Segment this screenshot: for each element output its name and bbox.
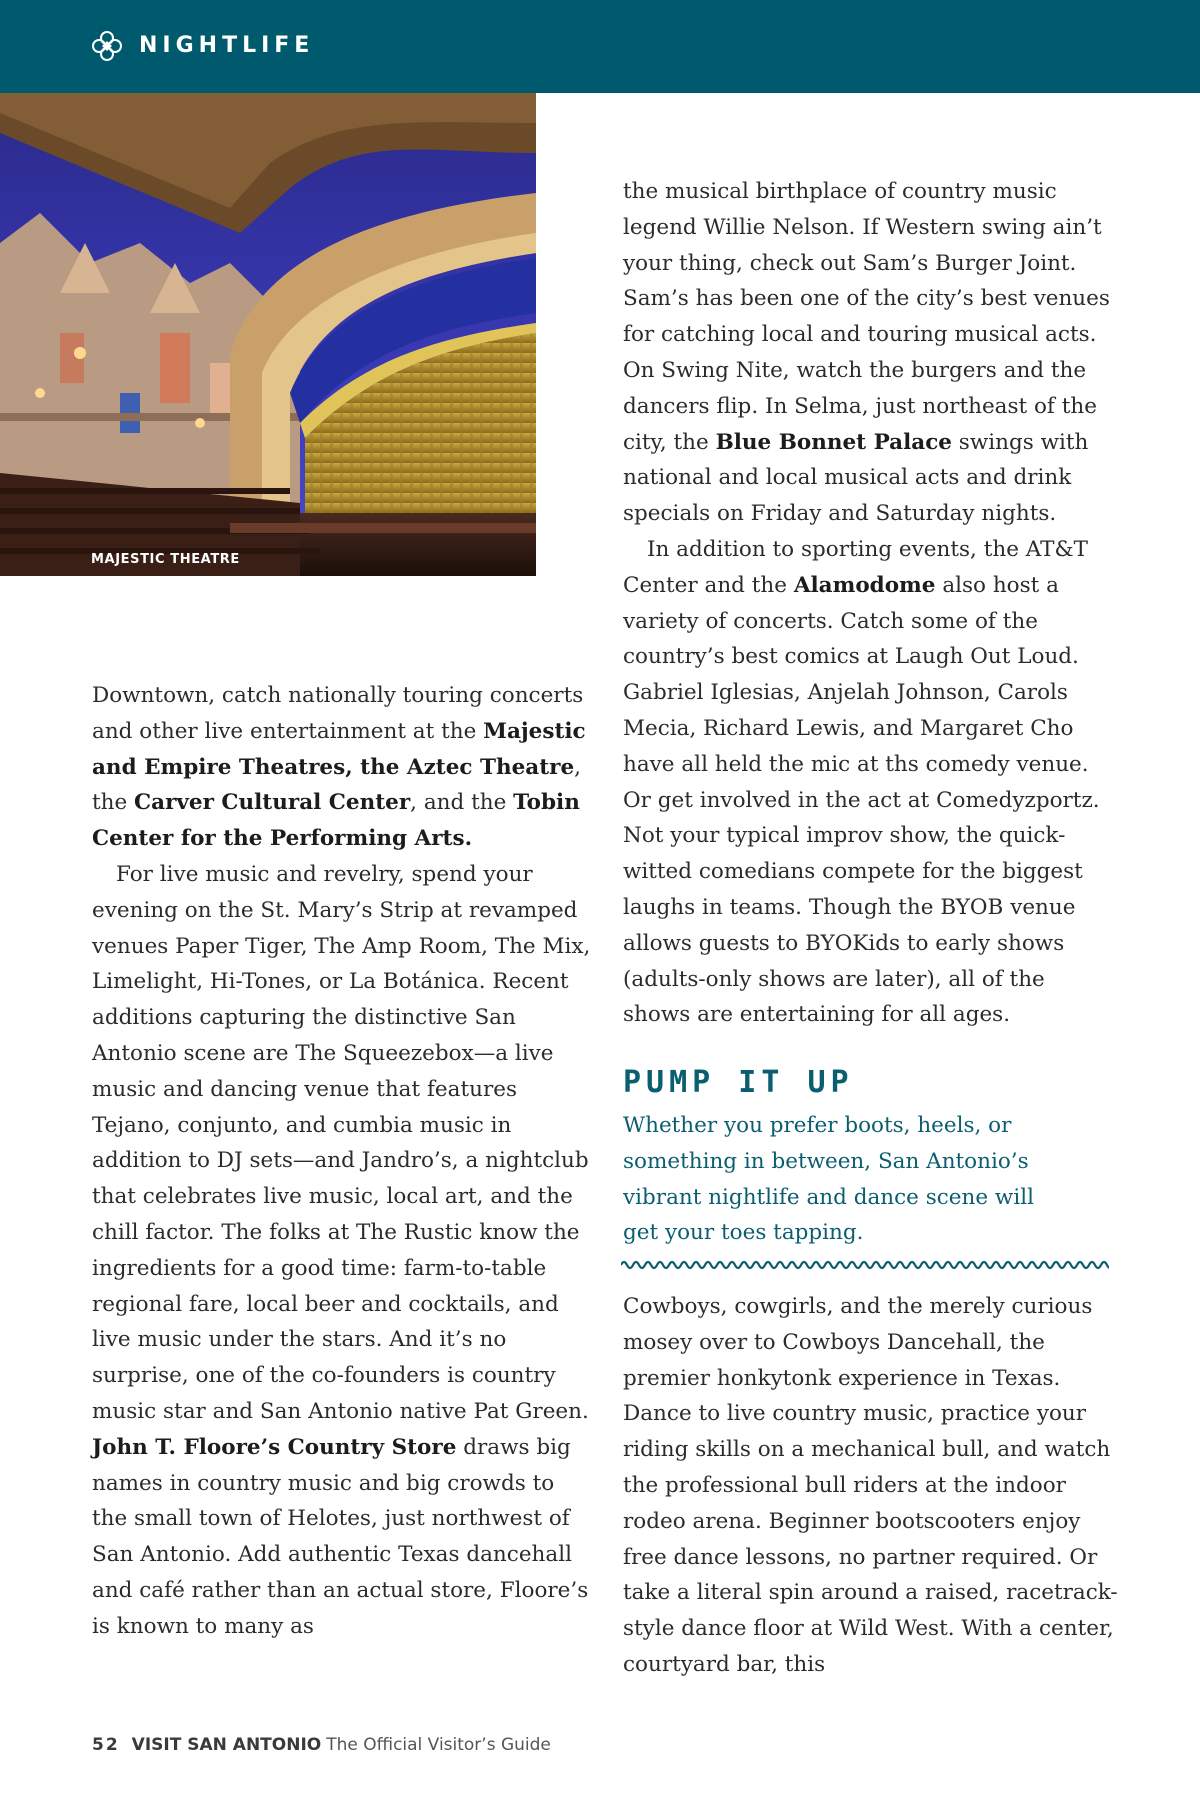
- paragraph: Downtown, catch nationally touring concerts and other live entertainment at the Majestic and Empire Theatres, the Aztec Theatre, the Carver Cultural Center, and the Tobin Center for the Performing Arts.: [92, 683, 586, 852]
- paragraph: For live music and revelry, spend your evening on the St. Mary’s Strip at revamped venues Paper Tiger, The Amp Room, The Mix, Limelight, Hi-Tones, or La Botánica. Recent additions capturing the distinctive San Antonio scene are The Squeezebox—a live music and dancing venue that features Tejano, conjunto, and cumbia music in addition to DJ sets—and Jandro’s, a nightclub that celebrates live music, local art, and the chill factor. The folks at The Rustic know the ingredients for a good time: farm-to-table regional fare, local beer and cocktails, and live music under the stars. And it’s no surprise, one of the co-founders is country music star and San Antonio native Pat Green. John T. Floore’s Country Store draws big names in country music and big crowds to the small town of Helotes, just northwest of San Antonio. Add authentic Texas dancehall and café rather than an actual store, Floore’s is known to many as: [92, 861, 591, 1639]
- left-column: [92, 678, 592, 1645]
- wavy-divider: [621, 1258, 1109, 1272]
- footer-brand: VISIT SAN ANTONIO: [131, 1735, 322, 1755]
- right-column-top: [623, 174, 1118, 1033]
- paragraph: In addition to sporting events, the AT&T Center and the Alamodome also host a variety of concerts. Catch some of the country’s best comics at Laugh Out Loud. Gabriel Iglesias, Anjelah Johnson, Carols Mecia, Richard Lewis, and Margaret Cho have all held the mic at ths comedy venue. Or get involved in the act at Comedyzportz. Not your typical improv show, the quick-witted comedians compete for the biggest laughs in teams. Though the BYOB venue allows guests to BYOKids to early shows (adults-only shows are later), all of the shows are entertaining for all ages.: [623, 536, 1100, 1028]
- photo-caption: MAJESTIC THEATRE: [91, 552, 240, 567]
- section-heading: PUMP IT UP: [623, 1065, 854, 1100]
- section-intro: Whether you prefer boots, heels, or something in between, San Antonio’s vibrant nightlife and dance scene will get your toes tapping.: [623, 1113, 1034, 1246]
- majestic-theatre-photo: [0, 93, 536, 576]
- section-label: NIGHTLIFE: [139, 33, 315, 58]
- paragraph: Cowboys, cowgirls, and the merely curious mosey over to Cowboys Dancehall, the premier honkytonk experience in Texas. Dance to live country music, practice your riding skills on a mechanical bull, and watch the professional bull riders at the indoor rodeo arena. Beginner bootscooters enjoy free dance lessons, no partner required. Or take a literal spin around a raised, racetrack-style dance floor at Wild West. With a center, courtyard bar, this: [623, 1294, 1118, 1677]
- page-number: 52: [92, 1735, 120, 1755]
- quatrefoil-emblem-icon: [91, 30, 123, 62]
- page-footer: [92, 1735, 551, 1755]
- paragraph: the musical birthplace of country music legend Willie Nelson. If Western swing ain’t your thing, check out Sam’s Burger Joint. Sam’s has been one of the city’s best venues for catching local and touring musical acts. On Swing Nite, watch the burgers and the dancers flip. In Selma, just northeast of the city, the Blue Bonnet Palace swings with national and local musical acts and drink specials on Friday and Saturday nights.: [623, 179, 1110, 527]
- section-header-bar: [0, 0, 1200, 93]
- footer-tagline: The Official Visitor’s Guide: [326, 1735, 551, 1755]
- right-column-bottom: [623, 1289, 1118, 1683]
